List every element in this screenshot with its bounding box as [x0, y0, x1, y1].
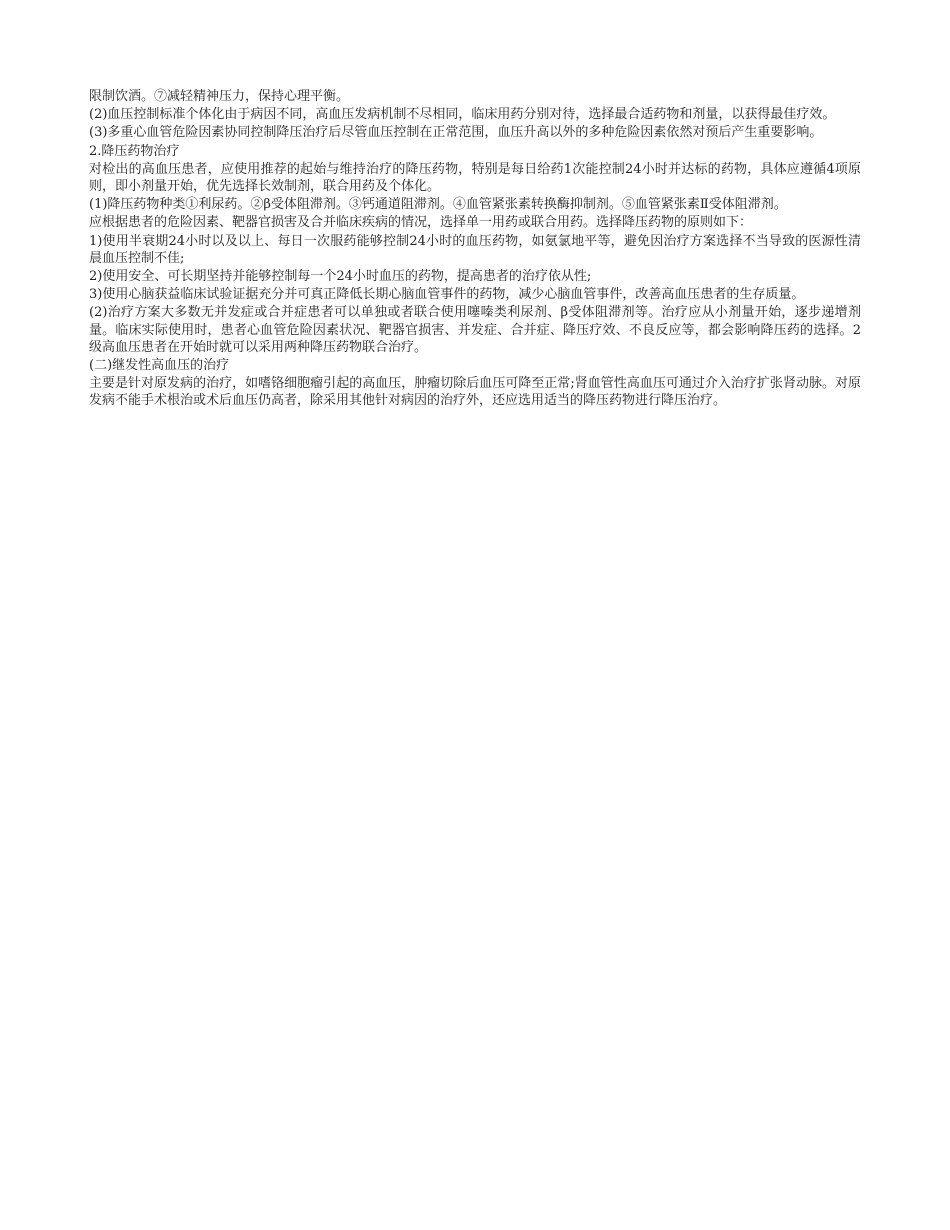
paragraph-drug-classes: (1)降压药物种类①利尿药。②β受体阻滞剂。③钙通道阻滞剂。④血管紧张素转换酶抑制剂。⑤血管紧张素Ⅱ受体阻滞剂。: [89, 197, 787, 213]
list-item-principle-2: 2)使用安全、可长期坚持并能够控制每一个24小时血压的药物，提高患者的治疗依从性;: [89, 269, 592, 285]
paragraph-individualized-target: (2)血压控制标准个体化由于病因不同，高血压发病机制不尽相同，临床用药分别对待，选择最合适药物和剂量，以获得最佳疗效。: [89, 107, 836, 123]
section-heading-secondary-hypertension: (二)继发性高血压的治疗: [89, 358, 230, 374]
paragraph-alcohol-stress: 限制饮酒。⑦减轻精神压力，保持心理平衡。: [89, 89, 350, 104]
section-heading-drug-therapy: 2.降压药物治疗: [89, 143, 180, 159]
paragraph-secondary-treatment: 主要是针对原发病的治疗，如嗜铬细胞瘤引起的高血压，肿瘤切除后血压可降至正常;肾血管性高血压可通过介入治疗扩张肾动脉。对原发病不能手术根治或术后血压仍高者，除采用其他针对病因的治疗外，还应选用适当的降压药物进行降压治疗。: [89, 376, 861, 409]
paragraph-treatment-plan: (2)治疗方案大多数无并发症或合并症患者可以单独或者联合使用噻嗪类利尿剂、β受体阻滞剂等。治疗应从小剂量开始，逐步递增剂量。临床实际使用时，患者心血管危险因素状况、靶器官损害、并发症、合并症、降压疗效、不良反应等，都会影响降压药的选择。2级高血压患者在开始时就可以采用两种降压药物联合治疗。: [89, 305, 861, 355]
paragraph-selection-intro: 应根据患者的危险因素、靶器官损害及合并临床疾病的情况，选择单一用药或联合用药。选择降压药物的原则如下：: [89, 215, 753, 231]
document-page: [89, 88, 861, 411]
list-item-principle-3: 3)使用心脑获益临床试验证据充分并可真正降低长期心脑血管事件的药物，减少心脑血管事件，改善高血压患者的生存质量。: [89, 287, 805, 303]
paragraph-multiple-risk-factors: (3)多重心血管危险因素协同控制降压治疗后尽管血压控制在正常范围，血压升高以外的多种危险因素依然对预后产生重要影响。: [89, 125, 823, 141]
list-item-principle-1: 1)使用半衰期24小时以及以上、每日一次服药能够控制24小时的血压药物，如氨氯地平等，避免因治疗方案选择不当导致的医源性清晨血压控制不佳;: [89, 233, 861, 266]
paragraph-drug-principles: 对检出的高血压患者，应使用推荐的起始与维持治疗的降压药物，特别是每日给药1次能控制24小时并达标的药物，具体应遵循4项原则，即小剂量开始，优先选择长效制剂，联合用药及个体化。: [89, 161, 861, 195]
